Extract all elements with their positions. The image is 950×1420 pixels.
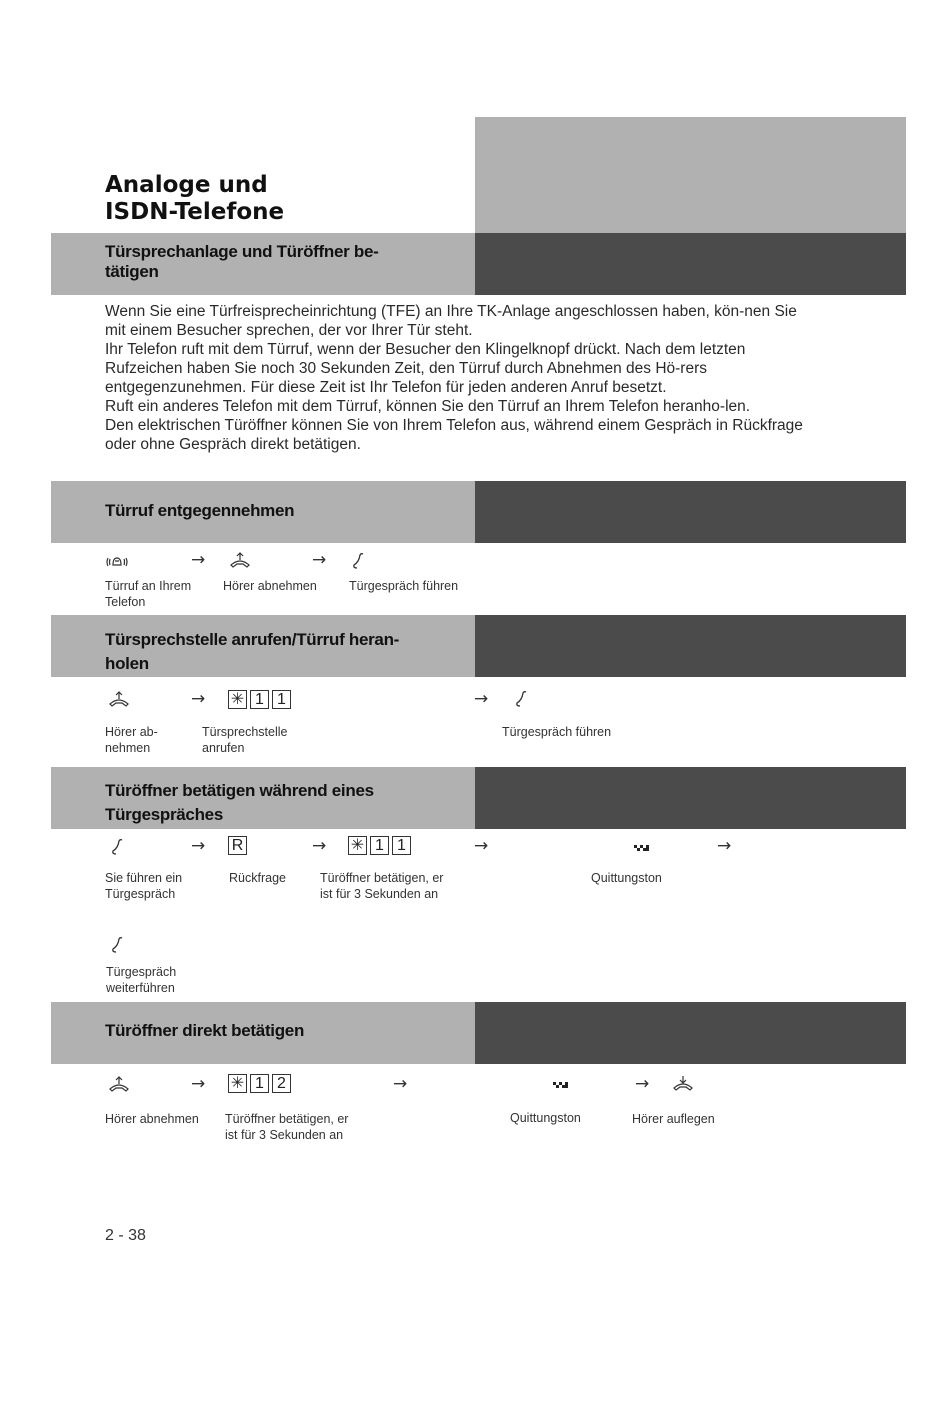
handset-talk-icon — [108, 936, 130, 954]
section-band-intro-right — [475, 233, 906, 295]
s3-label-open: Türöffner betätigen, er ist für 3 Sekunden an — [320, 871, 444, 901]
door-ring-icon — [106, 553, 128, 571]
s1-title: Türruf entgegennehmen — [105, 501, 295, 520]
key-1[interactable]: 1 — [250, 1074, 269, 1093]
s2-key-sequence[interactable] — [228, 690, 291, 709]
lift-handset-icon — [108, 690, 130, 708]
s4-label-lift: Hörer abnehmen — [105, 1112, 199, 1126]
key-1[interactable]: 1 — [272, 690, 291, 709]
intro-section-title: Türsprechanlage und Türöffner be- tätigen — [105, 242, 379, 281]
s2-label-talk: Türgespräch führen — [502, 725, 612, 739]
s3-title: Türöffner betätigen während eines Türgespräches — [105, 781, 374, 824]
key-1[interactable]: 1 — [392, 836, 411, 855]
key-star[interactable]: ✳ — [348, 836, 367, 855]
s3-key-sequence[interactable] — [348, 836, 411, 855]
key-r[interactable]: R — [228, 836, 247, 855]
s1-label-lift: Hörer abnehmen — [223, 579, 317, 593]
s1-label-talk: Türgespräch führen — [349, 579, 459, 593]
step-arrow: → — [191, 836, 206, 856]
intro-paragraph: Wenn Sie eine Türfreisprecheinrichtung (TFE) an Ihre TK-Anlage angeschlossen haben, kön-nen Sie mit einem Besucher sprechen, der vor Ihrer Tür steht. — [105, 303, 797, 339]
handset-talk-icon — [108, 838, 130, 856]
chapter-title: Analoge und ISDN-Telefone — [105, 172, 285, 225]
intro-text — [105, 302, 805, 454]
step-arrow: → — [191, 1074, 206, 1094]
step-arrow: → — [312, 550, 327, 570]
step-arrow: → — [312, 836, 327, 856]
key-star[interactable]: ✳ — [228, 1074, 247, 1093]
lift-handset-icon — [108, 1075, 130, 1093]
s2-label-call: Türsprechstelle anrufen — [202, 725, 288, 755]
intro-paragraph: Ruft ein anderes Telefon mit dem Türruf, können Sie den Türruf an Ihrem Telefon heranho-len. — [105, 398, 751, 415]
handset-talk-icon — [349, 552, 371, 570]
key-2[interactable]: 2 — [272, 1074, 291, 1093]
intro-paragraph: Ihr Telefon ruft mit dem Türruf, wenn der Besucher den Klingelknopf drückt. Nach dem letzten Rufzeichen haben Sie noch 30 Sekunden Zeit, den Türruf durch Abnehmen des Hö-rers entgegenzunehmen. Für diese Zeit ist Ihr Telefon für jeden anderen Anruf besetzt. — [105, 341, 746, 396]
s3-label-tone: Quittungston — [591, 871, 662, 885]
key-1[interactable]: 1 — [250, 690, 269, 709]
acknowledge-tone-icon — [551, 1077, 573, 1095]
s2-label-lift: Hörer ab- nehmen — [105, 725, 158, 755]
section-band-s1-right — [475, 481, 906, 543]
s4-key-sequence[interactable] — [228, 1074, 291, 1093]
hang-up-handset-icon — [672, 1074, 694, 1092]
handset-talk-icon — [512, 690, 534, 708]
acknowledge-tone-icon — [632, 840, 654, 858]
section-band-s2-right — [475, 615, 906, 677]
s4-title: Türöffner direkt betätigen — [105, 1021, 305, 1040]
s3-label-continue: Türgespräch weiterführen — [106, 965, 177, 995]
s4-label-open: Türöffner betätigen, er ist für 3 Sekunden an — [225, 1112, 349, 1142]
header-band-top — [475, 117, 906, 233]
section-band-s3-right — [475, 767, 906, 829]
s2-title: Türsprechstelle anrufen/Türruf heran- holen — [105, 630, 400, 673]
section-band-s4-right — [475, 1002, 906, 1064]
key-1[interactable]: 1 — [370, 836, 389, 855]
s1-label-ring: Türruf an Ihrem Telefon — [105, 579, 192, 609]
s3-label-talking: Sie führen ein Türgespräch — [105, 871, 183, 901]
s3-key-r[interactable] — [228, 836, 247, 855]
step-arrow: → — [474, 689, 489, 709]
s4-label-tone: Quittungston — [510, 1111, 581, 1125]
step-arrow: → — [717, 836, 732, 856]
s4-label-hangup: Hörer auflegen — [632, 1112, 715, 1126]
step-arrow: → — [191, 550, 206, 570]
intro-paragraph: Den elektrischen Türöffner können Sie von Ihrem Telefon aus, während einem Gespräch in Rückfrage oder ohne Gespräch direkt betätigen. — [105, 417, 803, 453]
step-arrow: → — [474, 836, 489, 856]
page-number: 2 - 38 — [105, 1227, 146, 1244]
step-arrow: → — [191, 689, 206, 709]
s3-label-hold: Rückfrage — [229, 871, 286, 885]
step-arrow: → — [635, 1074, 650, 1094]
lift-handset-icon — [229, 551, 251, 569]
key-star[interactable]: ✳ — [228, 690, 247, 709]
step-arrow: → — [393, 1074, 408, 1094]
